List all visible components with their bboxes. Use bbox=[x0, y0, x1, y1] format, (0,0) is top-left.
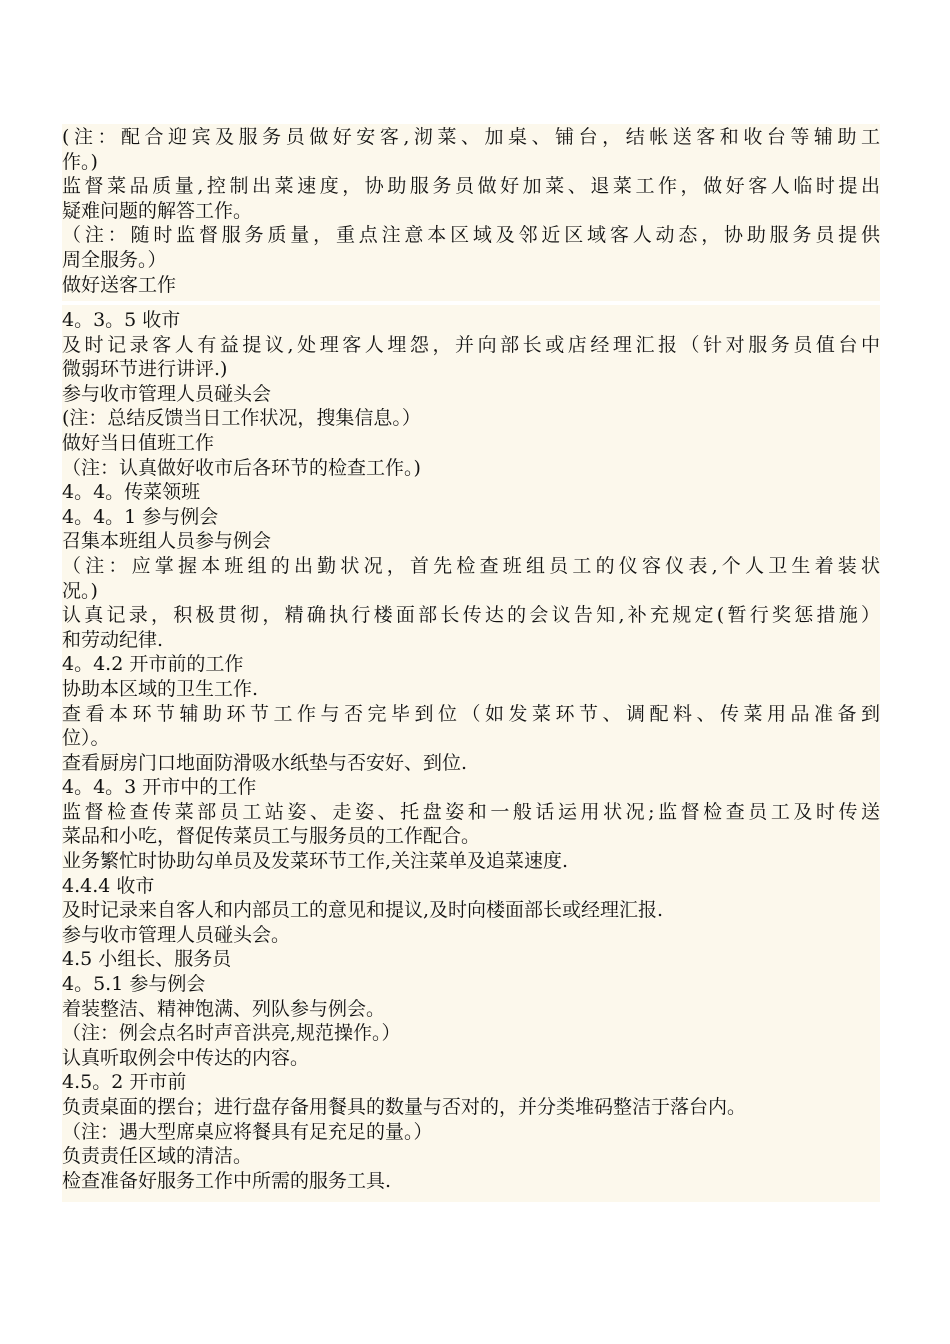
text-line: 微弱环节进行讲评.) bbox=[62, 358, 228, 381]
text-line: 4。4.2 开市前的工作 bbox=[62, 653, 244, 676]
text-line: 监督菜品质量,控制出菜速度，协助服务员做好加菜、退菜工作，做好客人临时提出 bbox=[62, 175, 880, 198]
text-line: 4.5 小组长、服务员 bbox=[62, 948, 232, 971]
text-line: 认真听取例会中传达的内容。 bbox=[62, 1046, 310, 1069]
text-line: 做好当日值班工作 bbox=[62, 431, 215, 454]
text-line: 查看厨房门口地面防滑吸水纸垫与否安好、到位. bbox=[62, 751, 468, 774]
text-line: 4.5。2 开市前 bbox=[62, 1071, 187, 1094]
text-block-upper bbox=[62, 124, 880, 301]
text-line: 查看本环节辅助环节工作与否完毕到位（如发菜环节、调配料、传菜用品准备到 bbox=[62, 702, 880, 725]
text-line: （注：随时监督服务质量，重点注意本区域及邻近区域客人动态，协助服务员提供 bbox=[62, 224, 880, 247]
text-line: (注：总结反馈当日工作状况，搜集信息。） bbox=[62, 407, 421, 430]
text-line: 着装整洁、精神饱满、列队参与例会。 bbox=[62, 997, 386, 1020]
text-line: 4。4。1 参与例会 bbox=[62, 505, 219, 528]
text-line: （注：例会点名时声音洪亮,规范操作。） bbox=[62, 1022, 401, 1045]
text-line: （注：认真做好收市后各环节的检查工作。) bbox=[62, 456, 421, 479]
text-line: 疑难问题的解答工作。 bbox=[62, 199, 253, 222]
text-line: 负责责任区域的清洁。 bbox=[62, 1145, 253, 1168]
text-line: 周全服务。） bbox=[62, 248, 167, 271]
text-line: 4。5.1 参与例会 bbox=[62, 973, 206, 996]
text-line: 协助本区域的卫生工作. bbox=[62, 677, 259, 700]
text-line: 4。4。3 开市中的工作 bbox=[62, 776, 257, 799]
text-line: 及时记录来自客人和内部员工的意见和提议,及时向楼面部长或经理汇报. bbox=[62, 899, 664, 922]
text-line: 参与收市管理人员碰头会 bbox=[62, 382, 272, 405]
text-line: 4。4。传菜领班 bbox=[62, 481, 201, 504]
text-line: 和劳动纪律. bbox=[62, 628, 164, 651]
text-line: 做好送客工作 bbox=[62, 273, 177, 296]
text-line: 检查准备好服务工作中所需的服务工具. bbox=[62, 1169, 392, 1192]
text-line: 4。3。5 收市 bbox=[62, 309, 181, 331]
text-line: 4.4.4 收市 bbox=[62, 874, 155, 897]
text-line: 认真记录，积极贯彻，精确执行楼面部长传达的会议告知,补充规定(暂行奖惩措施） bbox=[62, 604, 880, 627]
text-line: 负责桌面的摆台；进行盘存备用餐具的数量与否对的，并分类堆码整洁于落台内。 bbox=[62, 1096, 747, 1118]
text-line: 业务繁忙时协助勾单员及发菜环节工作,关注菜单及追菜速度. bbox=[62, 850, 569, 873]
text-line: 及时记录客人有益提议,处理客人埋怨，并向部长或店经理汇报（针对服务员值台中 bbox=[62, 333, 880, 356]
text-line: 召集本班组人员参与例会 bbox=[62, 530, 272, 553]
text-line: (注：配合迎宾及服务员做好安客,沏菜、加桌、铺台，结帐送客和收台等辅助工 bbox=[62, 126, 880, 148]
text-block-lower bbox=[62, 305, 880, 1202]
text-line: 况。) bbox=[62, 579, 98, 602]
text-line: 作。) bbox=[62, 150, 98, 173]
text-line: （注：遇大型席桌应将餐具有足充足的量。） bbox=[62, 1120, 433, 1143]
text-line: 菜品和小吃，督促传菜员工与服务员的工作配合。 bbox=[62, 825, 481, 848]
text-line: 监督检查传菜部员工站姿、走姿、托盘姿和一般话运用状况;监督检查员工及时传送 bbox=[62, 800, 880, 823]
text-line: 位）。 bbox=[62, 727, 110, 750]
text-line: （注：应掌握本班组的出勤状况，首先检查班组员工的仪容仪表,个人卫生着装状 bbox=[62, 554, 880, 577]
text-line: 参与收市管理人员碰头会。 bbox=[62, 923, 291, 946]
